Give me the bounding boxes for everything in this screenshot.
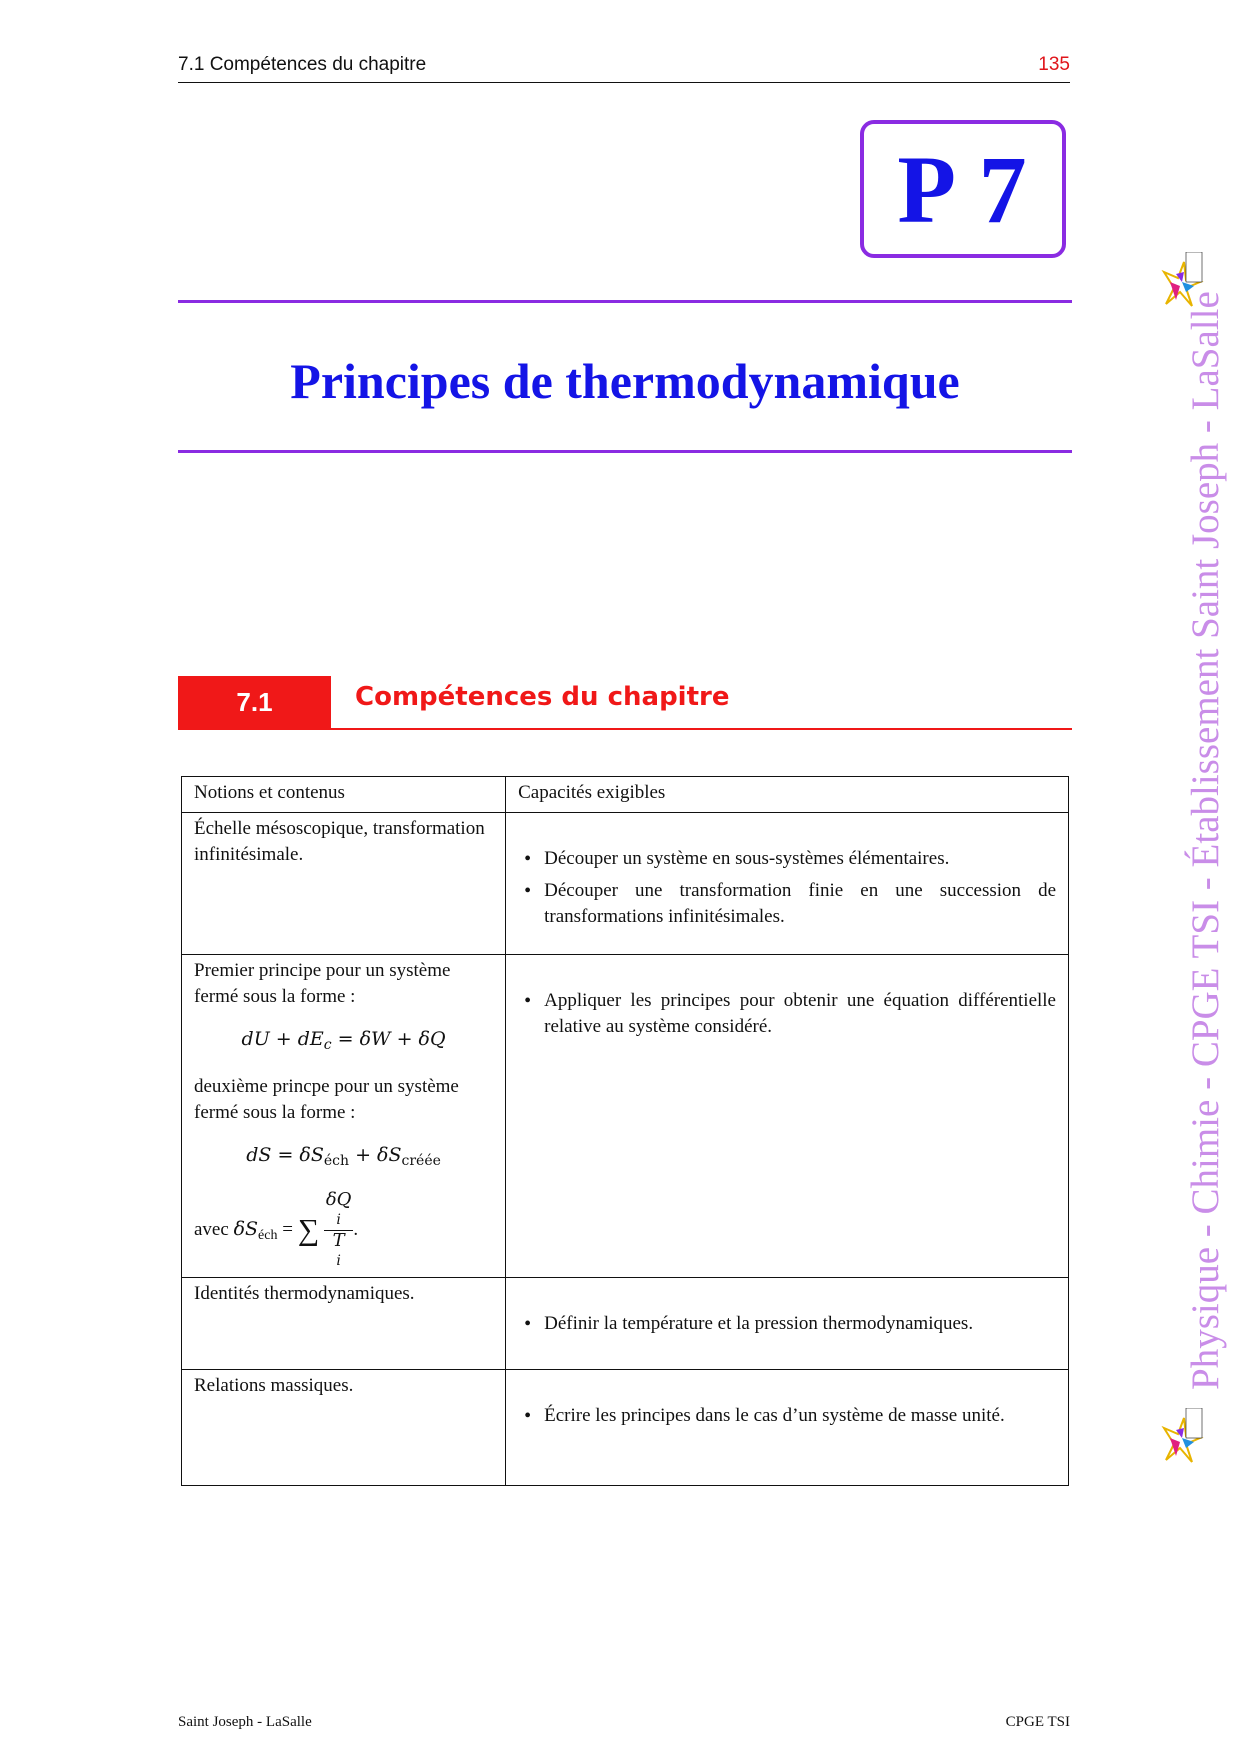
- section-rule: [178, 728, 1072, 730]
- equation-first-principle: dU + $dE_c = \delta W + \delta Q$: [241, 1028, 446, 1053]
- side-vertical-text: Physique - Chimie - CPGE TSI - Établissement Saint Joseph - LaSalle: [1184, 291, 1227, 1390]
- equation-second-principle: dS = $\delta S_{éch} + \delta S_{créée}$: [246, 1144, 441, 1169]
- title-rule-top: [178, 300, 1072, 303]
- notion-cell: Identités thermodynamiques.: [182, 1278, 506, 1370]
- section-number: 7.1: [236, 686, 273, 717]
- chapter-label: P 7: [897, 135, 1029, 243]
- capacities-list: [518, 1403, 1056, 1429]
- capacities-cell: [506, 813, 1069, 955]
- list-item: • Définir la température et la pression thermodynamiques.: [544, 1311, 1056, 1337]
- equation-entropy-exchange: avec $\delta S_{éch}$ = ∑ δQ i T i .: [194, 1189, 359, 1269]
- saint-joseph-lasalle-star-logo-icon: [1156, 252, 1204, 312]
- running-header-section: 7.1 Compétences du chapitre: [178, 54, 427, 75]
- table-row: [182, 1278, 1069, 1370]
- table-row: [182, 813, 1069, 955]
- list-item: • Découper un système en sous-systèmes élémentaires.: [544, 846, 1056, 872]
- chapter-box: [860, 120, 1066, 258]
- notion-mid: deuxième princpe pour un système fermé sous la forme :: [194, 1076, 459, 1123]
- capacities-cell: [506, 1278, 1069, 1370]
- competences-table: [181, 776, 1069, 1486]
- title-rule-bottom: [178, 450, 1072, 453]
- table-row: [182, 955, 1069, 1278]
- section-title: Compétences du chapitre: [355, 682, 730, 712]
- table-header-row: [182, 777, 1069, 813]
- page-number: 135: [1038, 54, 1070, 75]
- saint-joseph-lasalle-star-logo-icon: [1156, 1408, 1204, 1468]
- section-number-box: [178, 676, 331, 728]
- list-item: • Écrire les principes dans le cas d’un système de masse unité.: [544, 1403, 1056, 1429]
- capacities-list: [518, 1311, 1056, 1337]
- table-header-capacites: Capacités exigibles: [506, 777, 1069, 813]
- notion-cell: Échelle mésoscopique, transformation infinitésimale.: [182, 813, 506, 955]
- notion-cell: Relations massiques.: [182, 1370, 506, 1486]
- running-header: [178, 54, 1070, 83]
- capacities-cell: [506, 955, 1069, 1278]
- table-header-notions: Notions et contenus: [182, 777, 506, 813]
- list-item: • Découper une transformation finie en une succession de transformations infinitésimales.: [544, 878, 1056, 930]
- notion-cell: [182, 955, 506, 1278]
- notion-intro: Premier principe pour un système fermé sous la forme :: [194, 960, 451, 1007]
- capacities-cell: [506, 1370, 1069, 1486]
- chapter-title: Principes de thermodynamique: [290, 353, 960, 409]
- table-row: [182, 1370, 1069, 1486]
- footer-left: Saint Joseph - LaSalle: [178, 1714, 312, 1730]
- list-item: • Appliquer les principes pour obtenir une équation différentielle relative au système considéré.: [544, 988, 1056, 1040]
- footer-right: CPGE TSI: [1005, 1714, 1070, 1730]
- capacities-list: [518, 846, 1056, 930]
- capacities-list: [518, 988, 1056, 1040]
